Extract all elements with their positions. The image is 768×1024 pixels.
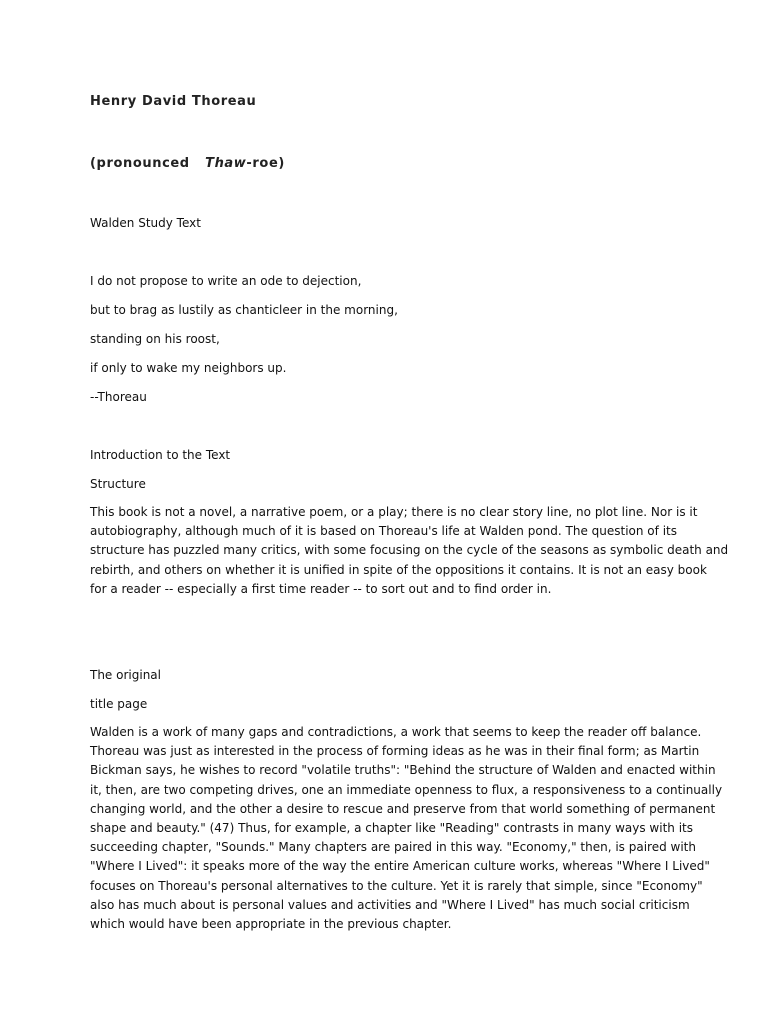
paragraph-line: succeeding chapter, "Sounds." Many chapters are paired in this way. "Economy," then, is paired with	[90, 840, 696, 855]
paragraph-line: focuses on Thoreau's personal alternatives to the culture. Yet it is rarely that simple, since "Economy"	[90, 878, 703, 893]
paragraph-line: This book is not a novel, a narrative poem, or a play; there is no clear story line, no plot line. Nor is it	[90, 505, 698, 519]
paragraph-line: structure has puzzled many critics, with some focusing on the cycle of the seasons as symbolic death and	[90, 543, 729, 558]
paragraph-line: which would have been appropriate in the previous chapter.	[90, 917, 452, 932]
paragraph-line: for a reader -- especially a first time reader -- to sort out and to find order in.	[90, 581, 552, 596]
epigraph-line: if only to wake my neighbors up.	[90, 361, 287, 375]
paragraph-line: shape and beauty." (47) Thus, for example, a chapter like "Reading" contrasts in many ways with its	[90, 821, 693, 836]
caption-line: title page	[90, 697, 148, 711]
study-title: Walden Study Text	[90, 216, 201, 230]
paragraph-line: autobiography, although much of it is based on Thoreau's life at Walden pond. The question of its	[90, 524, 677, 539]
paragraph-line: changing world, and the other a desire to rescue and preserve from that world something of permanent	[90, 801, 716, 816]
epigraph-line: but to brag as lustily as chanticleer in the morning,	[90, 303, 398, 317]
structure-title: Structure	[90, 477, 146, 491]
paragraph-line: also has much about is personal values and activities and "Where I Lived" has much social criticism	[90, 897, 690, 912]
author-heading: Henry David Thoreau	[90, 94, 257, 109]
walden-paragraph	[90, 723, 723, 934]
paragraph-line: it, then, are two competing drives, one an immediate openness to flux, a responsiveness to a continually	[90, 782, 723, 797]
epigraph-line: I do not propose to write an ode to dejection,	[90, 274, 362, 288]
caption-line: The original	[90, 668, 161, 682]
epigraph-attribution: --Thoreau	[90, 390, 147, 404]
paragraph-line: rebirth, and others on whether it is unified in spite of the oppositions it contains. It is not an easy book	[90, 562, 707, 577]
paragraph-line: Walden is a work of many gaps and contradictions, a work that seems to keep the reader off balance.	[90, 725, 702, 739]
paragraph-line: Thoreau was just as interested in the process of forming ideas as he was in their final form; as Martin	[90, 744, 700, 759]
pronunciation-prefix: (pronounced	[90, 156, 190, 171]
pronunciation-italic: Thaw	[205, 156, 247, 171]
pronunciation-heading	[90, 156, 285, 171]
paragraph-line: Bickman says, he wishes to record "volatile truths": "Behind the structure of Walden and enacted within	[90, 763, 716, 778]
pronunciation-suffix: -roe)	[246, 156, 285, 171]
epigraph-line: standing on his roost,	[90, 332, 220, 346]
intro-title: Introduction to the Text	[90, 448, 231, 462]
paragraph-line: "Where I Lived": it speaks more of the way the entire American culture works, whereas "Where I Lived"	[90, 859, 710, 874]
structure-paragraph	[90, 503, 729, 599]
